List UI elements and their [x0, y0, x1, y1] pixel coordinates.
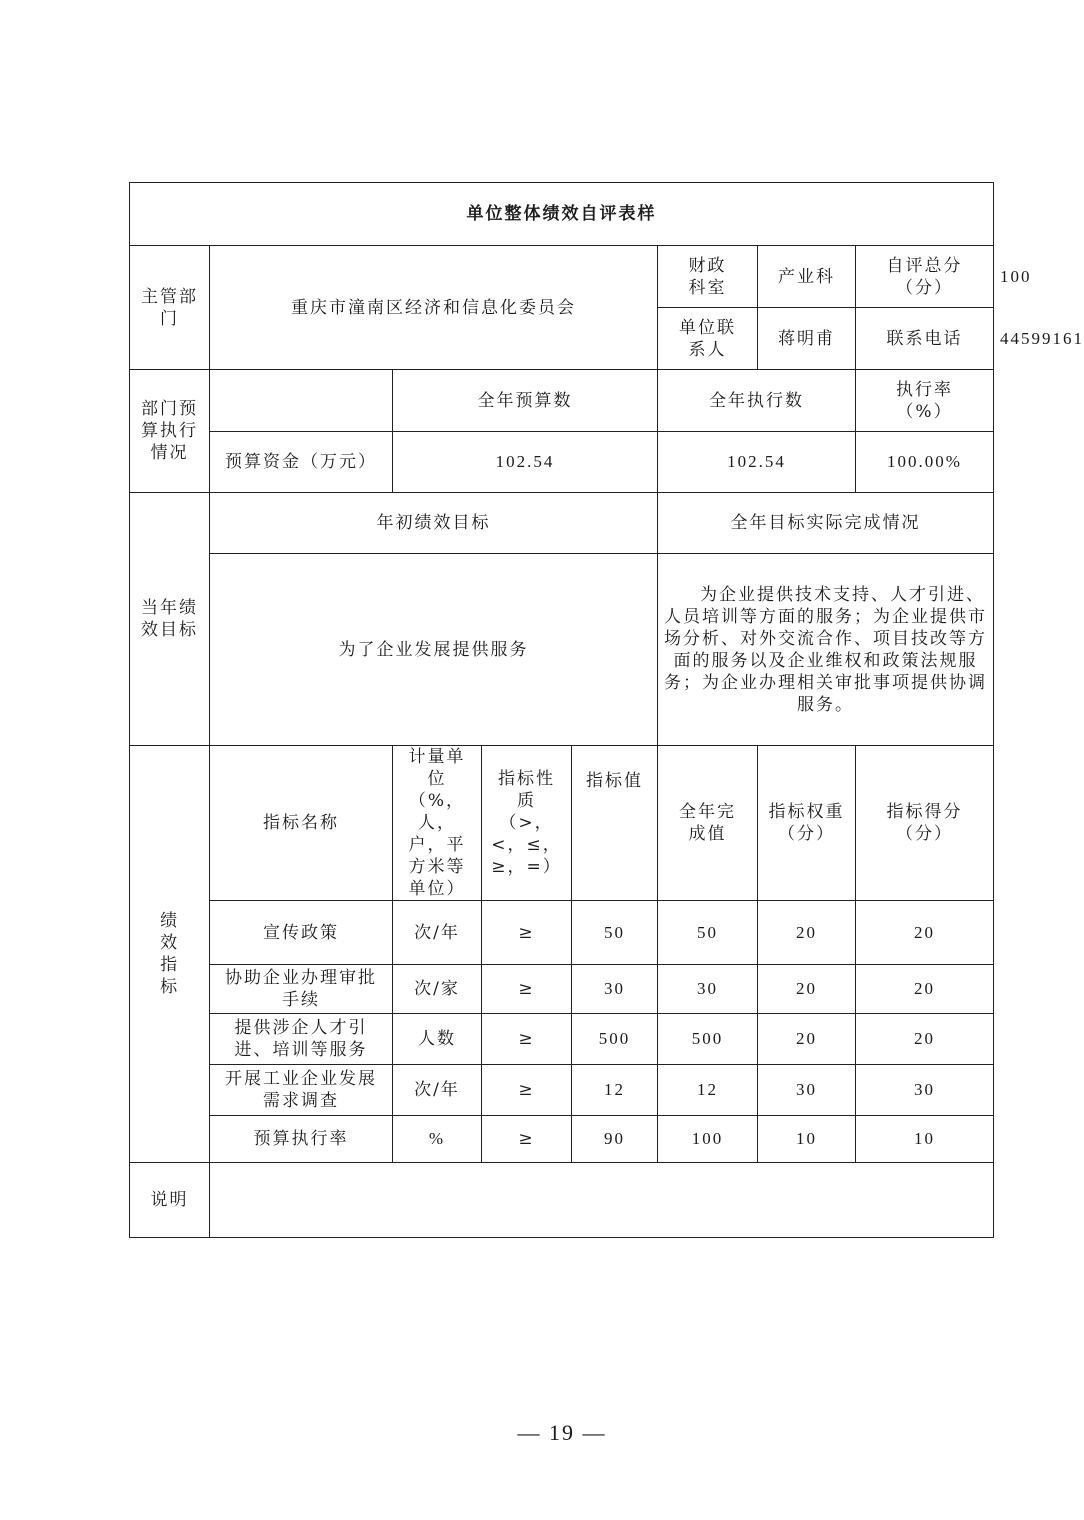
budget-exec-value: 102.54 — [658, 432, 856, 493]
ind-row-actual: 12 — [658, 1065, 758, 1116]
contact-value: 蒋明甫 — [758, 308, 856, 370]
ind-row-name: 预算执行率 — [210, 1116, 393, 1163]
ind-header-nature: 指标性质（>，<，≤，≥，=） — [482, 746, 572, 901]
budget-total-value: 102.54 — [393, 432, 658, 493]
score-label: 自评总分（分） — [856, 246, 994, 308]
budget-col-exec: 全年执行数 — [658, 370, 856, 432]
ind-row-target: 90 — [572, 1116, 658, 1163]
ind-row-unit: 人数 — [393, 1014, 482, 1065]
dept-label: 主管部门 — [130, 246, 210, 370]
ind-row-score: 30 — [856, 1065, 994, 1116]
budget-rate-value: 100.00% — [856, 432, 994, 493]
dept-value: 重庆市潼南区经济和信息化委员会 — [210, 246, 658, 370]
ind-header-target: 指标值 — [572, 746, 658, 901]
ind-row-nature: ≥ — [482, 1116, 572, 1163]
ind-row-actual: 50 — [658, 901, 758, 965]
ind-row-weight: 30 — [758, 1065, 856, 1116]
ind-row-actual: 100 — [658, 1116, 758, 1163]
evaluation-table: 单位整体绩效自评表样 主管部门 重庆市潼南区经济和信息化委员会 财政科室 产业科 自评总分（分） 100 单位联系人 蒋明甫 联系电话 44599161 部门预算执行情况 全年预算数 全年执行数 执行率（%） 预算资金（万元） 102.54 102.54 100.00% 当年绩效目标 年初绩效目标 全年目标实际完成情况 为了企业发展提供服务 为企业提供技术支持、人才引进、人员培训等方面的服务；为企业提供市场分析、对外交流合作、项目技改等方面的服务以及企业维权和政策法规服务；为企业办理相关审批事项提供协调服务。 绩效指标 指标名称 计量单位（%，人，户，平方米等单位） 指标性质（>，<，≤，≥，=） 指标值 全年完成值 指标权重（分） 指标得分（分） 宣传政策 次/年 ≥ 50 50 20 20 协助企业办理审批手续 次/家 ≥ 30 30 20 20 提供涉企人才引进、培训等服务 人数 ≥ 500 500 20 20 开展工业企业发展需求调查 次/年 ≥ 12 12 30 30 预算执行率 % ≥ 90 100 10 10 说明 — [129, 182, 994, 1238]
notes-label: 说明 — [130, 1163, 210, 1238]
ind-header-name: 指标名称 — [210, 746, 393, 901]
ind-header-actual: 全年完成值 — [658, 746, 758, 901]
ind-row-unit: % — [393, 1116, 482, 1163]
goals-initial-text: 为了企业发展提供服务 — [210, 554, 658, 746]
ind-row-weight: 20 — [758, 901, 856, 965]
ind-row-name: 协助企业办理审批手续 — [210, 965, 393, 1014]
ind-row-score: 20 — [856, 965, 994, 1014]
notes-value — [210, 1163, 994, 1238]
form-title: 单位整体绩效自评表样 — [130, 183, 994, 246]
finance-value: 产业科 — [758, 246, 856, 308]
ind-row-score: 20 — [856, 901, 994, 965]
ind-row-name: 宣传政策 — [210, 901, 393, 965]
ind-row-target: 500 — [572, 1014, 658, 1065]
ind-row-unit: 次/年 — [393, 1065, 482, 1116]
ind-row-target: 50 — [572, 901, 658, 965]
ind-row-actual: 30 — [658, 965, 758, 1014]
budget-col-rate: 执行率（%） — [856, 370, 994, 432]
ind-row-nature: ≥ — [482, 1065, 572, 1116]
indicators-section-label: 绩效指标 — [130, 746, 210, 1163]
ind-header-weight: 指标权重（分） — [758, 746, 856, 901]
ind-row-target: 30 — [572, 965, 658, 1014]
ind-row-name: 开展工业企业发展需求调查 — [210, 1065, 393, 1116]
ind-row-score: 20 — [856, 1014, 994, 1065]
phone-label: 联系电话 — [856, 308, 994, 370]
ind-row-unit: 次/家 — [393, 965, 482, 1014]
contact-label: 单位联系人 — [658, 308, 758, 370]
ind-header-score: 指标得分（分） — [856, 746, 994, 901]
ind-row-nature: ≥ — [482, 965, 572, 1014]
evaluation-form — [129, 182, 1084, 1238]
budget-section-label: 部门预算执行情况 — [130, 370, 210, 493]
goals-section-label: 当年绩效目标 — [130, 493, 210, 746]
ind-row-nature: ≥ — [482, 1014, 572, 1065]
ind-row-weight: 20 — [758, 965, 856, 1014]
ind-row-target: 12 — [572, 1065, 658, 1116]
goals-actual-text: 为企业提供技术支持、人才引进、人员培训等方面的服务；为企业提供市场分析、对外交流合作、项目技改等方面的服务以及企业维权和政策法规服务；为企业办理相关审批事项提供协调服务。 — [658, 554, 994, 746]
finance-label: 财政科室 — [658, 246, 758, 308]
ind-row-score: 10 — [856, 1116, 994, 1163]
ind-row-actual: 500 — [658, 1014, 758, 1065]
goals-col-initial: 年初绩效目标 — [210, 493, 658, 554]
ind-header-unit: 计量单位（%，人，户，平方米等单位） — [393, 746, 482, 901]
ind-row-weight: 10 — [758, 1116, 856, 1163]
goals-col-actual: 全年目标实际完成情况 — [658, 493, 994, 554]
budget-row-label: 预算资金（万元） — [210, 432, 393, 493]
budget-blank-header — [210, 370, 393, 432]
page-number: — 19 — — [517, 1420, 607, 1445]
budget-col-total: 全年预算数 — [393, 370, 658, 432]
ind-row-unit: 次/年 — [393, 901, 482, 965]
ind-row-nature: ≥ — [482, 901, 572, 965]
ind-row-name: 提供涉企人才引进、培训等服务 — [210, 1014, 393, 1065]
ind-row-weight: 20 — [758, 1014, 856, 1065]
